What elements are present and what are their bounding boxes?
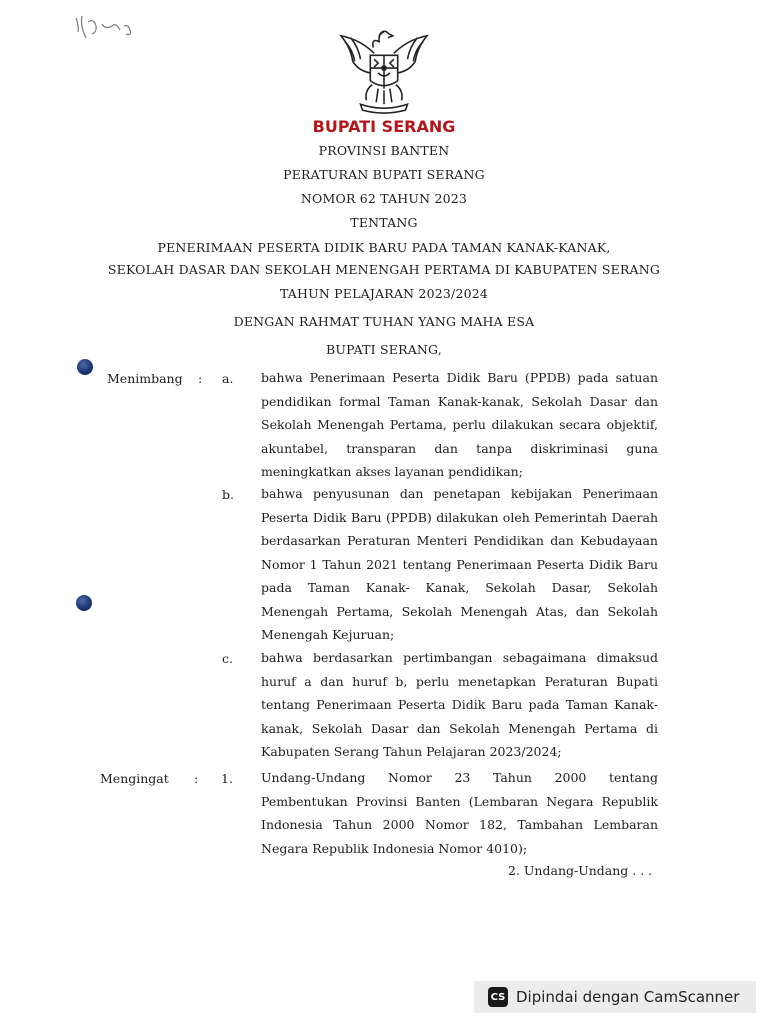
handwritten-mark	[72, 12, 142, 46]
text-line: bahwa penyusunan dan penetapan kebijakan Penerimaan	[261, 486, 658, 501]
text-line: meningkatkan akses layanan pendidikan;	[261, 464, 523, 479]
text-line: Nomor 1 Tahun 2021 tentang Penerimaan Peserta Didik Baru	[261, 556, 658, 572]
subject-line-1: PENERIMAAN PESERTA DIDIK BARU PADA TAMAN KANAK-KANAK,	[157, 240, 611, 255]
text-line: bahwa Penerimaan Peserta Didik Baru (PPDB) pada satuan	[261, 370, 658, 385]
text-line: Undang-Undang Nomor 23 Tahun 2000 tentang	[261, 770, 658, 785]
text-line: kanak, Sekolah Dasar dan Sekolah Menengah Pertama di	[261, 720, 658, 736]
page-continuation: 2. Undang-Undang . . .	[508, 863, 653, 878]
camscanner-icon: CS	[488, 987, 508, 1007]
item-marker: 1.	[221, 771, 233, 786]
text-line: tentang Penerimaan Peserta Didik Baru pada Taman Kanak-	[261, 697, 658, 712]
regulation-line: PERATURAN BUPATI SERANG	[283, 167, 485, 182]
camscanner-watermark	[474, 981, 756, 1013]
text-line: Menengah Pertama, Sekolah Menengah Atas, dan Sekolah	[261, 603, 658, 619]
text-line: Menengah Kejuruan;	[261, 627, 395, 642]
blessing-line: DENGAN RAHMAT TUHAN YANG MAHA ESA	[233, 314, 535, 329]
garuda-emblem	[335, 24, 433, 116]
text-line: pada Taman Kanak- Kanak, Sekolah Dasar, Sekolah	[261, 580, 658, 595]
province-line: PROVINSI BANTEN	[318, 143, 450, 158]
menimbang-item-a	[261, 366, 658, 484]
text-line: berdasarkan Peraturan Menteri Pendidikan dan Kebudayaan	[261, 533, 658, 548]
text-line: huruf a dan huruf b, perlu menetapkan Peraturan Bupati	[261, 673, 658, 689]
text-line: akuntabel, transparan dan tanpa diskriminasi guna	[261, 440, 658, 456]
regulation-number: NOMOR 62 TAHUN 2023	[300, 191, 468, 206]
menimbang-label: Menimbang	[107, 371, 183, 386]
text-line: pendidikan formal Taman Kanak-kanak, Sekolah Dasar dan	[261, 393, 658, 409]
text-line: Kabupaten Serang Tahun Pelajaran 2023/2024;	[261, 744, 562, 759]
official-line: BUPATI SERANG,	[326, 342, 442, 357]
text-line: Pembentukan Provinsi Banten (Lembaran Negara Republik	[261, 793, 658, 809]
mengingat-colon: :	[194, 771, 199, 786]
text-line: Indonesia Tahun 2000 Nomor 182, Tambahan Lembaran	[261, 817, 658, 832]
punch-hole	[77, 359, 93, 375]
item-marker: a.	[222, 371, 234, 386]
text-line: Peserta Didik Baru (PPDB) dilakukan oleh Pemerintah Daerah	[261, 509, 658, 525]
mengingat-label: Mengingat	[100, 771, 169, 786]
about-heading: TENTANG	[350, 215, 418, 230]
text-line: Sekolah Menengah Pertama, perlu dilakukan secara objektif,	[261, 417, 658, 432]
document-title: BUPATI SERANG	[312, 117, 456, 136]
punch-hole	[76, 595, 92, 611]
text-line: Negara Republik Indonesia Nomor 4010);	[261, 840, 528, 856]
mengingat-item-1	[261, 766, 658, 860]
menimbang-item-b	[261, 482, 658, 647]
menimbang-item-c	[261, 646, 658, 764]
item-marker: c.	[222, 651, 233, 666]
camscanner-text: Dipindai dengan CamScanner	[516, 988, 740, 1006]
menimbang-colon: :	[198, 371, 203, 386]
text-line: bahwa berdasarkan pertimbangan sebagaimana dimaksud	[261, 650, 658, 665]
item-marker: b.	[222, 487, 234, 502]
subject-line-3: TAHUN PELAJARAN 2023/2024	[279, 286, 489, 301]
subject-line-2: SEKOLAH DASAR DAN SEKOLAH MENENGAH PERTAMA DI KABUPATEN SERANG	[107, 262, 661, 277]
